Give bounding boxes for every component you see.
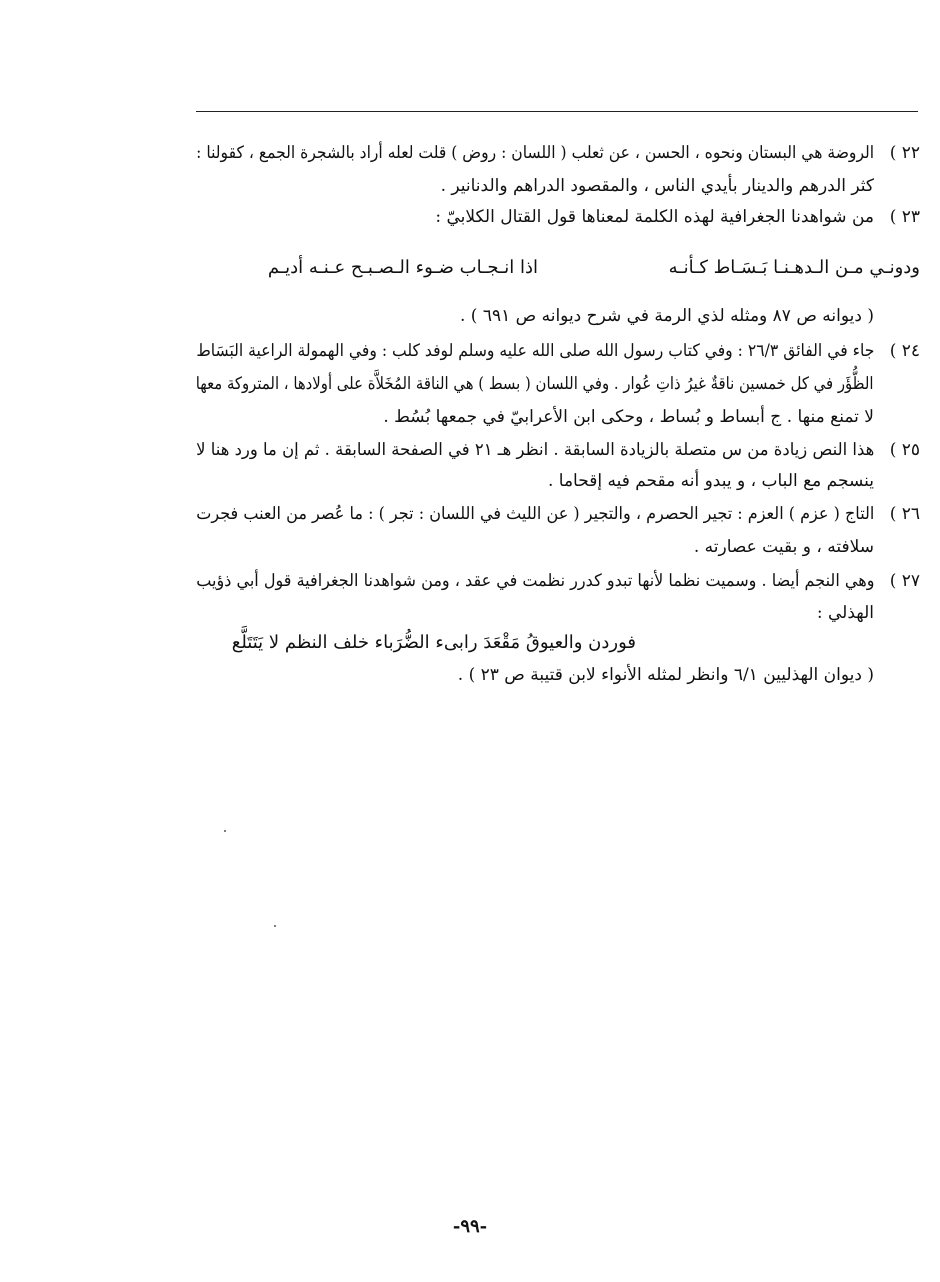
note-22-line-2: كثر الدرهم والدينار بأيدي الناس ، والمقصود الدراهم والدنانير . — [440, 176, 874, 196]
note-number-22: ٢٢ ) — [889, 143, 920, 163]
note-number-27: ٢٧ ) — [889, 571, 920, 591]
scan-speck — [224, 830, 226, 832]
verse-23-first-hemistich: ودونـي مـن الـدهـنـا بَـسَـاط كـأنـه — [668, 257, 920, 278]
verse-23-second-hemistich: اذا انـجـاب ضـوء الـصـبـح عـنـه أديـم — [267, 257, 538, 278]
scan-speck — [274, 925, 276, 927]
note-24-line-1: جاء في الفائق ٢٦/٣ : وفي كتاب رسول الله صلى الله عليه وسلم لوفد كلب : وفي الهمولة الراعية البَسَاط — [196, 341, 874, 361]
note-number-26: ٢٦ ) — [889, 504, 920, 524]
note-24-line-3: لا تمنع منها . ج أبساط و بُساط ، وحكى ابن الأعرابيّ في جمعها بُسُط . — [383, 407, 874, 427]
note-number-24: ٢٤ ) — [889, 341, 920, 361]
note-26-line-2: سلافته ، و بقيت عصارته . — [693, 537, 874, 557]
note-23-reference: ( ديوانه ص ٨٧ ومثله لذي الرمة في شرح ديوانه ص ٦٩١ ) . — [459, 306, 874, 326]
note-24-line-2: الظُّؤَر في كل خمسين ناقةٌ غيرُ ذاتِ عُوار . وفي اللسان ( بسط ) هي الناقة المُخَلاَّة على أولادها ، المتروكة معها — [196, 374, 874, 394]
note-27-line-2: الهذلي : — [816, 603, 874, 623]
note-22-line-1: الروضة هي البستان ونحوه ، الحسن ، عن ثعلب ( اللسان : روض ) قلت لعله أراد بالشجرة الجمع ، كقولنا : — [196, 143, 874, 163]
note-25-line-1: هذا النص زيادة من س متصلة بالزيادة السابقة . انظر هـ ٢١ في الصفحة السابقة . ثم إن ما ورد هنا لا — [195, 440, 874, 460]
verse-27: فوردن والعيوقُ مَقْعَدَ رابىء الضُّرَباء خلف النظم لا يَتَتَلَّع — [231, 632, 636, 653]
note-27-line-1: وهي النجم أيضا . وسميت نظما لأنها تبدو كدرر نظمت في عقد ، ومن شواهدنا الجغرافية قول أبي ذؤيب — [195, 571, 874, 591]
note-26-line-1: التاج ( عزم ) العزم : تجير الحصرم ، والتجير ( عن الليث في اللسان : تجر ) : ما عُصر من العنب فجرت — [195, 504, 874, 524]
footnote-separator-rule — [196, 111, 918, 112]
note-number-25: ٢٥ ) — [889, 440, 920, 460]
note-23-line-1: من شواهدنا الجغرافية لهذه الكلمة لمعناها قول القتال الكلابيّ : — [435, 207, 874, 227]
page-number: -٩٩- — [452, 1216, 488, 1237]
note-27-reference: ( ديوان الهذليين ٦/١ وانظر لمثله الأنواء لابن قتيبة ص ٢٣ ) . — [457, 665, 874, 685]
note-number-23: ٢٣ ) — [889, 207, 920, 227]
note-25-line-2: ينسجم مع الباب ، و يبدو أنه مقحم فيه إقحاما . — [547, 471, 874, 491]
